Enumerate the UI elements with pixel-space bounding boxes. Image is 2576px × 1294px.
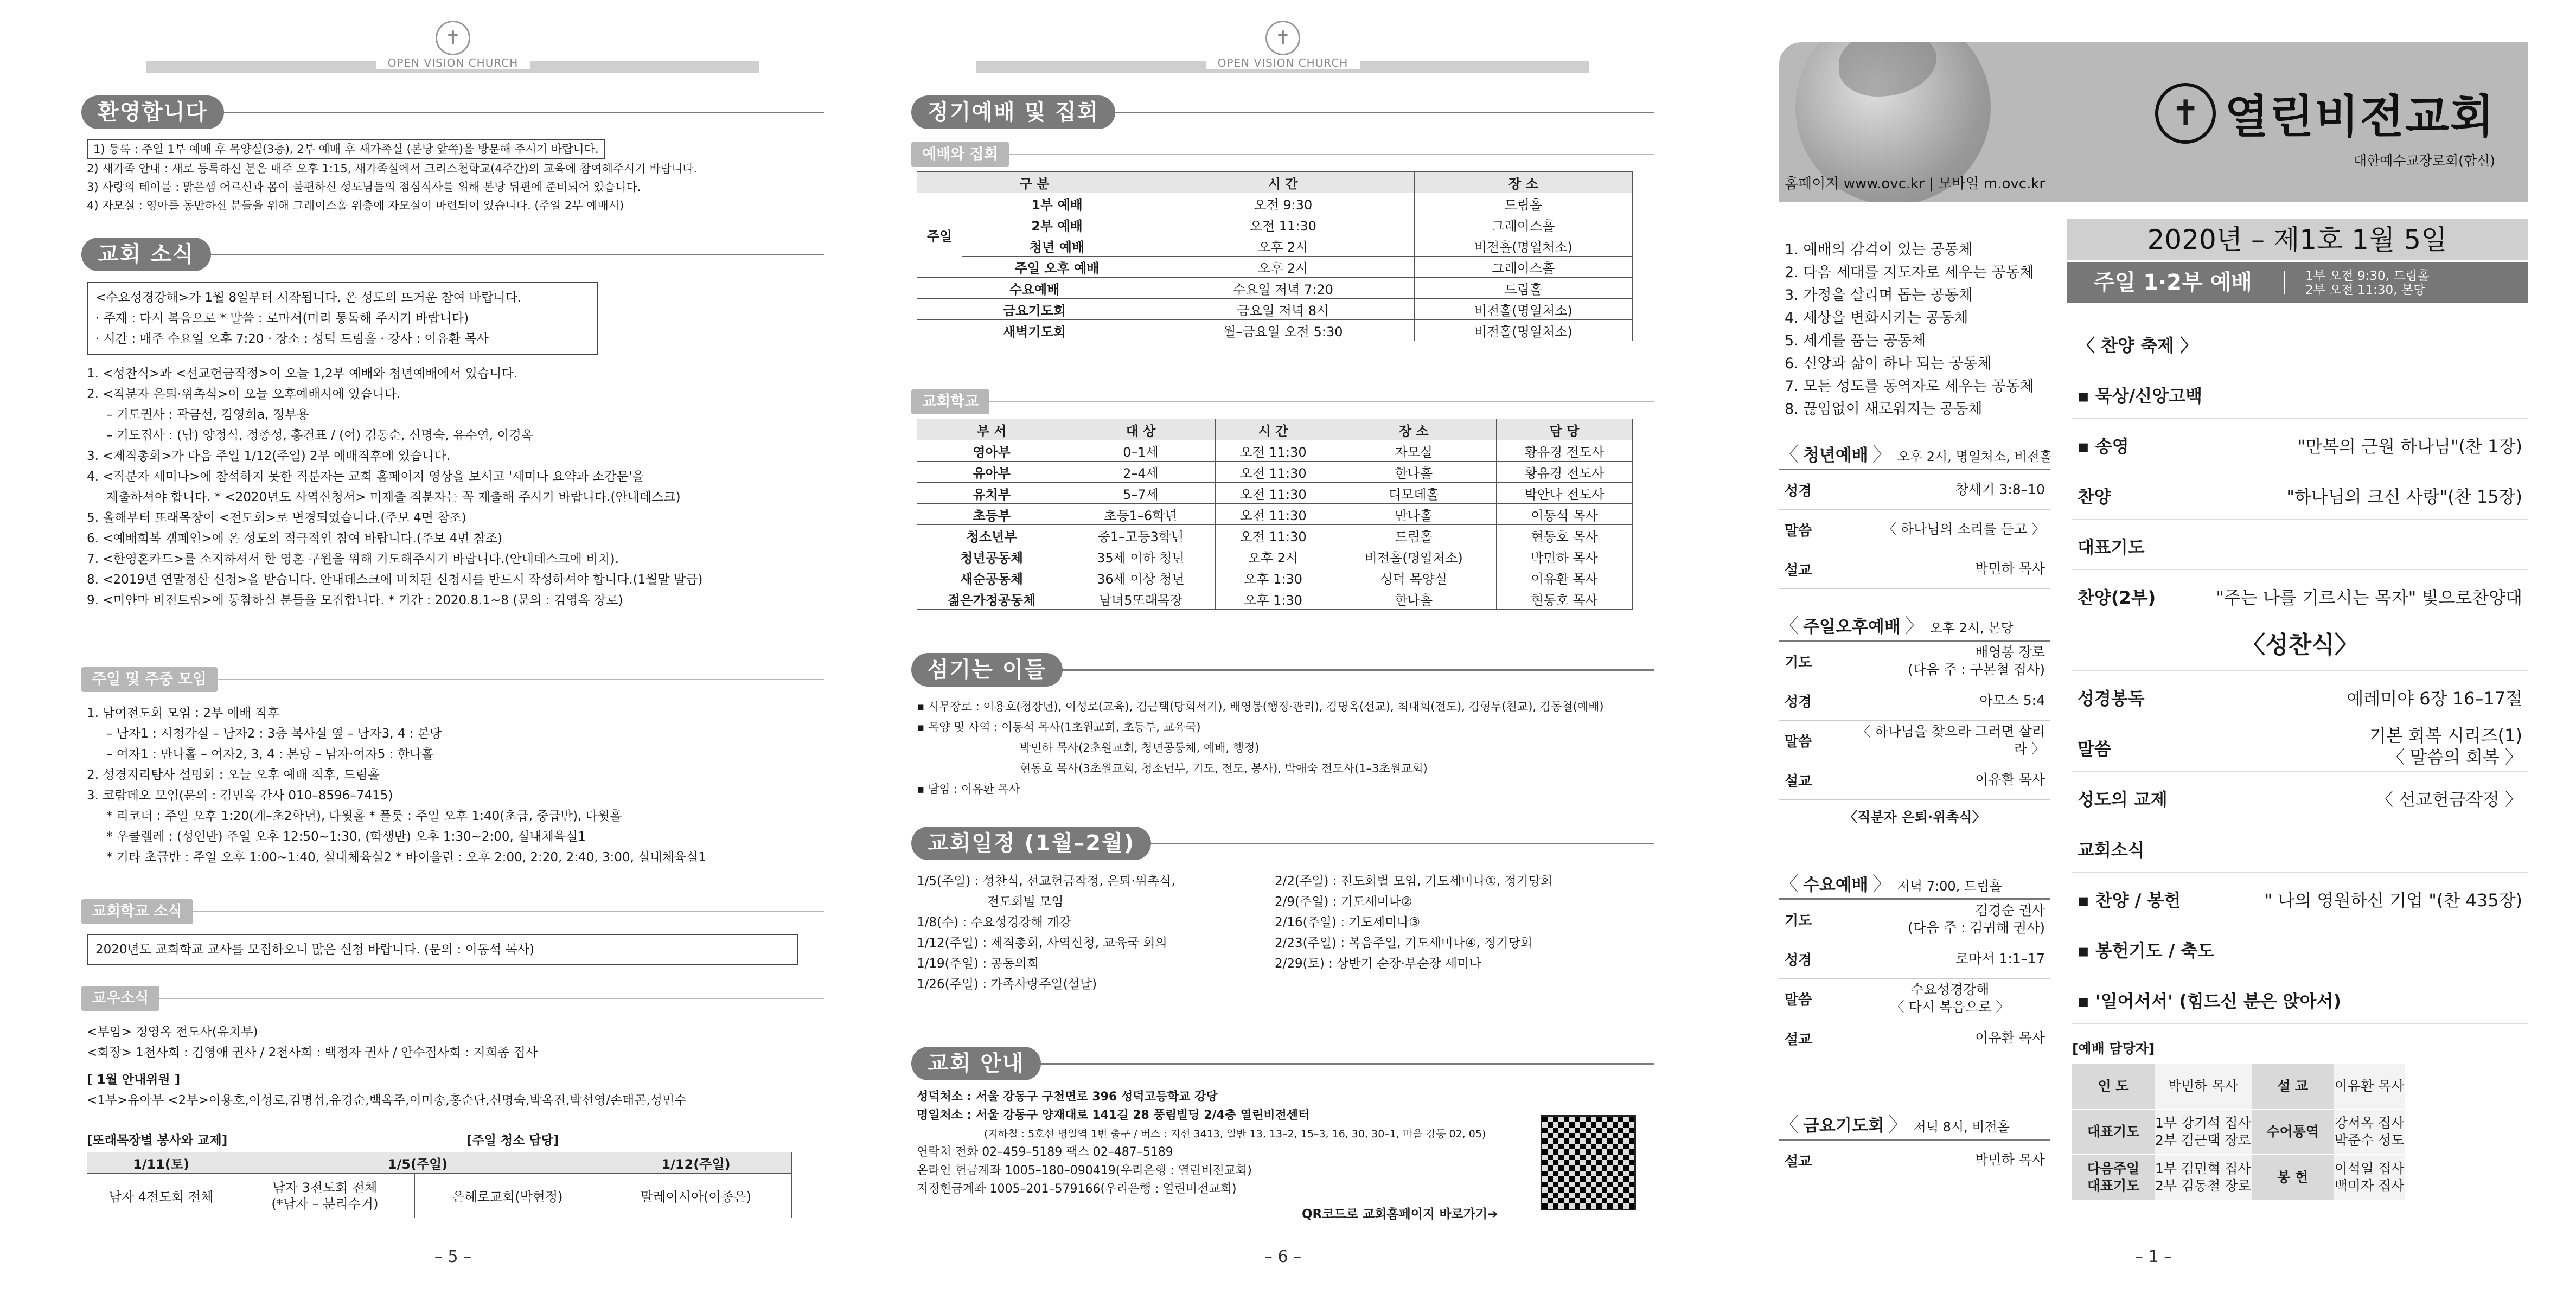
order-item: ▪ 묵상/신앙고백 — [2072, 368, 2528, 419]
worship-table: 구 분 시 간 장 소 주일 1부 예배 오전 9:30 드림홀 2부 예배 오전 11:30 그레이스홀 청년 예배 오후 2시 비전홀(명일처소) 주일 오후 예배 오후 2시 그레이스홀 수요예배 수요일 저녁 7:20 드림홀 금요기도회 금요일 저녁 8시 비전홀(명일처소) 새벽기도회 월–금요일 오전 5:30 비전홀(명일처소) — [917, 171, 1633, 341]
news-item: 1. <성찬식>과 <선교헌금작정>이 오늘 1,2부 예배와 청년예배에서 있습니다. — [87, 367, 517, 381]
duty-row: 대표기도 1부 강기석 집사 2부 김근택 장로 수어통역 강서옥 집사 박준수 성도 — [2072, 1109, 2405, 1155]
news-item: 4. <직분자 세미나>에 참석하지 못한 직분자는 교회 홈페이지 영상을 보시고 '세미나 요약과 소감문'을 — [87, 470, 644, 484]
worship-sub: 예배와 집회 — [911, 142, 1009, 167]
order-item: 성경봉독 예레미야 6장 16–17절 — [2072, 671, 2528, 721]
calendar-title: 교회일정 (1월–2월) — [911, 827, 1151, 860]
order-item: 대표기도 — [2072, 520, 2528, 570]
clean-title: [주일 청소 담당] — [466, 1133, 559, 1148]
church-name: 열린비전교회 — [2225, 90, 2495, 143]
order-item: ▪ 봉헌기도 / 축도 — [2072, 923, 2528, 973]
welcome-line: 2) 새가족 안내 : 새로 등록하신 분은 매주 오후 1:15, 새가족실에서 크리스천학교(4주간)의 교육에 참여해주시기 바랍니다. — [87, 162, 698, 175]
school-news-title: 교회학교 소식 — [81, 899, 193, 924]
page-number: – 6 – — [1264, 1247, 1302, 1266]
duty-table — [2072, 1064, 2405, 1201]
church-logo — [81, 21, 824, 55]
news-item: 3. <제직총회>가 다음 주일 1/12(주일) 2부 예배직후에 있습니다. — [87, 449, 450, 463]
welcome-line: 3) 사랑의 테이블 : 맑은샘 어르신과 몸이 불편하신 성도님들의 점심식사를 위해 본당 뒤편에 준비되어 있습니다. — [87, 181, 641, 194]
staff-news-list: <부임> 정영옥 전도사(유치부) <회장> 1천사회 : 김영애 권사 / 2천사회 : 백정자 권사 / 안수집사회 : 지희종 집사 [ 1월 안내위원 ] <1부>유아부 <2부>이용호,이성로,김명섭,유경순,백옥주,이미송,홍순단,신명숙,박옥진,박선영/손태곤,성민수 — [87, 1022, 824, 1111]
news-item: 7. <한영혼카드>를 소지하셔서 한 영혼 구원을 위해 기도해주시기 바랍니다.(안내데스크에 비치). — [87, 552, 619, 566]
school-row: 청소년부 중1–고등3학년 오전 11:30 드림홀 현동호 목사 — [917, 525, 1633, 546]
duty-title: [예배 담당자] — [2072, 1041, 2155, 1056]
school-sub: 교회학교 — [911, 389, 989, 414]
news-item: – 기도집사 : (남) 양정식, 정종성, 홍건표 / (여) 김동순, 신명숙, 유수연, 이경옥 — [106, 428, 534, 443]
order-item: 교회소식 — [2072, 822, 2528, 873]
school-news-box: 2020년도 교회학교 교사를 모집하오니 많은 신청 바랍니다. (문의 : 이동석 목사) — [87, 934, 798, 965]
order-of-worship — [2072, 318, 2528, 1024]
worship-row: 수요예배 수요일 저녁 7:20 드림홀 — [917, 278, 1633, 299]
school-row: 유아부 2–4세 오전 11:30 한나홀 황유경 전도사 — [917, 462, 1633, 483]
school-row: 유치부 5–7세 오전 11:30 디모데홀 박안나 전도사 — [917, 483, 1633, 504]
worship-row: 2부 예배 오전 11:30 그레이스홀 — [917, 214, 1633, 235]
school-table: 부 서 대 상 시 간 장 소 담 당 영아부 0–1세 오전 11:30 자모실 황유경 전도사 유아부 2–4세 오전 11:30 한나홀 황유경 전도사 유치부 5–7세 오전 11:30 디모데홀 박안나 전도사 초등부 초등1–6학년 오전 11:30 만나홀 이동석 목사 청소년부 중1–고등3학년 오전 11:30 드림홀 현동호 목사 청년공동체 35세 이하 청년 오후 2시 비전홀(명일처소) 박민하 목사 새순공동체 36세 이상 청년 오후 1:30 성덕 목양실 이유환 목사 젊은가정공동체 남녀5또래목장 오후 1:30 한나홀 현동호 목사 — [917, 419, 1633, 610]
afternoon-service: 〈 주일오후예배 〉 오후 2시, 본당 기도 배영봉 장로 (다음 주 : 구본철 집사) 성경 아모스 5:4 말씀 〈 하나님을 찾으라 그러면 살리라 〉 설교 이유환 목사 〈직분자 은퇴·위촉식〉 — [1779, 613, 2050, 832]
service-table: 1/11(토) 1/5(주일) 1/12(주일) 남자 4전도회 전체 남자 3전도회 전체 (*남자 – 분리수거) 은혜로교회(박현정) 말레이시아(이종은) — [87, 1152, 792, 1218]
order-item: 찬양 "하나님의 크신 사랑"(찬 15장) — [2072, 469, 2528, 520]
cover-banner — [1779, 42, 2528, 202]
church-logo — [911, 21, 1654, 55]
order-item: ▪ '일어서서' (힘드신 분은 앉아서) — [2072, 973, 2528, 1024]
school-row: 초등부 초등1–6학년 오전 11:30 만나홀 이동석 목사 — [917, 504, 1633, 525]
news-item: 9. <미얀마 비전트립>에 동참하실 분들을 모집합니다. * 기간 : 2020.8.1~8 (문의 : 김영옥 장로) — [87, 593, 623, 607]
news-item: – 기도권사 : 곽금선, 김영희a, 정부용 — [106, 408, 309, 422]
page-number: – 5 – — [434, 1247, 472, 1266]
duty-row: 인 도 박민하 목사 설 교 이유환 목사 — [2072, 1064, 2405, 1109]
youth-service: 〈 청년예배 〉 오후 2시, 명일처소, 비전홀 성경 창세기 3:8–10 말씀 〈 하나님의 소리를 듣고 〉 설교 박민하 목사 — [1779, 441, 2050, 589]
worship-title: 정기예배 및 집회 — [911, 95, 1115, 129]
appoint-title: [ 1월 안내위원 ] — [87, 1073, 181, 1087]
school-row: 새순공동체 36세 이상 청년 오후 1:30 성덕 목양실 이유환 목사 — [917, 567, 1633, 588]
service-title: [또래목장별 봉사와 교제] — [87, 1133, 228, 1148]
issue-date: 2020년 – 제1호 1월 5일 — [2067, 219, 2528, 260]
order-item: 말씀 기본 회복 시리즈(1) 〈 말씀의 회복 〉 — [2072, 721, 2528, 772]
worship-row: 청년 예배 오후 2시 비전홀(명일처소) — [917, 235, 1633, 257]
calendar-left: 1/5(주일) : 성찬식, 선교헌금작정, 은퇴·위촉식, 전도회별 모임 1/8(수) : 수요성경강해 개강 1/12(주일) : 제직총회, 사역신청, 교육국 회의 1/19(주일) : 공동의회 1/26(주일) : 가족사랑주일(설날) — [917, 874, 1175, 991]
news-item: 제출하셔야 합니다. * <2020년도 사역신청서> 미제출 직분자는 꼭 제출해 주시기 바랍니다.(안내데스크) — [106, 490, 681, 504]
news-box: <수요성경강해>가 1월 8일부터 시작됩니다. 온 성도의 뜨거운 참여 바랍니다. · 주제 : 다시 복음으로 * 말씀 : 로마서(미리 통독해 주시기 바랍니다) · 시간 : 매주 수요일 오후 7:20 · 장소 : 성덕 드림홀 · 강사 : 이유환 목사 — [87, 282, 598, 355]
staff-news-title: 교우소식 — [81, 986, 159, 1011]
worship-row: 주일 1부 예배 오전 9:30 드림홀 — [917, 193, 1633, 214]
school-row: 젊은가정공동체 남녀5또래목장 오후 1:30 한나홀 현동호 목사 — [917, 588, 1633, 610]
news-item: 8. <2019년 연말정산 신청>을 받습니다. 안내데스크에 비치된 신청서를 반드시 작성하셔야 합니다.(1월말 발급) — [87, 573, 703, 587]
welcome-line: 4) 자모실 : 영아를 동반하신 분들을 위해 그레이스홀 위층에 자모실이 마련되어 있습니다. (주일 2부 예배시) — [87, 199, 624, 212]
order-item: 〈 찬양 축제 〉 — [2072, 318, 2528, 368]
order-item: 찬양(2부) "주는 나를 기르시는 목자" 빛으로찬양대 — [2072, 570, 2528, 620]
info-title: 교회 안내 — [911, 1047, 1041, 1080]
church-en-name: OPEN VISION CHURCH — [1206, 56, 1360, 69]
order-item: ▪ 송영 "만복의 근원 하나님"(찬 1장) — [2072, 419, 2528, 469]
info-list: 성덕처소 : 서울 강동구 구천면로 396 성덕고등학교 강당 명일처소 : 서울 강동구 양재대로 141길 28 풍림빌딩 2/4층 열린비전센터 (지하철 : 5호선 명일역 1번 출구 / 버스 : 지선 3413, 일반 13, 13–2, 15–3, 16, 30, 30–1, 마을 강동 02, 05) 연락처 전화 02–459–5189 팩스 02–487–5189 온라인 헌금계좌 1005–180–090419(우리은행 : 열린비전교회) 지정헌금계좌 1005–201–579166(우리은행 : 열린비전교회) — [917, 1090, 1486, 1196]
page-number: – 1 – — [2134, 1247, 2172, 1266]
appoint-line: <1부>유아부 <2부>이용호,이성로,김명섭,유경순,백옥주,이미송,홍순단,신명숙,박옥진,박선영/손태곤,성민수 — [87, 1093, 687, 1107]
page-6 — [911, 0, 1654, 1294]
church-brand — [2155, 80, 2495, 170]
cross-heart-icon: ✝ — [436, 21, 470, 55]
church-en-name: OPEN VISION CHURCH — [376, 56, 530, 69]
order-item: 〈성찬식〉 — [2072, 620, 2528, 671]
duty-row: 다음주일 대표기도 1부 김민혁 집사 2부 김동철 장로 봉 헌 이석일 집사 백미자 집사 — [2072, 1155, 2405, 1200]
cross-heart-icon: ✝ — [2155, 83, 2216, 144]
wednesday-service: 〈 수요예배 〉 저녁 7:00, 드림홀 기도 김경순 권사 (다음 주 : 김귀해 권사) 성경 로마서 1:1–17 말씀 수요성경강해 〈 다시 복음으로 〉 설교 이유환 목사 — [1779, 871, 2050, 1058]
servant-title: 섬기는 이들 — [911, 653, 1063, 687]
news-item: 6. <예배회복 캠페인>에 온 성도의 적극적인 참여 바랍니다.(주보 4면 참조) — [87, 531, 503, 546]
cross-heart-icon: ✝ — [1265, 21, 1300, 55]
servant-list: ▪ 시무장로 : 이용호(청장년), 이성로(교육), 김근택(당회서기), 배영봉(행정·관리), 김명옥(선교), 최대희(전도), 김형두(친교), 김동철(예배) ▪ 목양 및 사역 : 이동석 목사(1초원교회, 초등부, 교육국) 박민하 목사(2초원교회, 청년공동체, 예배, 행정) 현동호 목사(3초원교회, 청소년부, 기도, 전도, 봉사), 박애숙 전도사(1–3초원교회) ▪ 담임 : 이유환 목사 — [917, 700, 1604, 796]
sunday-list: 1. 남여전도회 모임 : 2부 예배 직후 – 남자1 : 시청각실 – 남자2 : 3층 복사실 옆 – 남자3, 4 : 본당 – 여자1 : 만나홀 – 여자2, 3, 4 : 본당 – 남자·여자5 : 한나홀 2. 성경지리탐사 설명회 : 오늘 오후 예배 직후, 드림홀 3. 코람데오 모임(문의 : 김민욱 간사 010–8596–7415) * 리코더 : 주일 오후 1:20(게–초2학년), 다윗홀 * 플룻 : 주일 오후 1:40(초급, 중급반), 다윗홀 * 우쿨렐레 : (성인반) 주일 오후 12:50~1:30, (학생반) 오후 1:30~2:00, 실내체육실1 * 기타 초급반 : 주일 오후 1:00~1:40, 실내체육실2 * 바이올린 : 오후 2:00, 2:20, 2:40, 3:00, 실내체육실1 — [87, 706, 706, 864]
news-item: 5. 올해부터 또래목장이 <전도회>로 변경되었습니다.(주보 4면 참조) — [87, 511, 466, 525]
qr-link[interactable]: QR코드로 교회홈페이지 바로가기➔ — [1302, 1207, 1498, 1221]
main-service-bar: 주일 1·2부 예배 1부 오전 9:30, 드림홀 2부 오전 11:30, 본당 — [2067, 262, 2528, 303]
homepage-link[interactable]: 홈페이지 www.ovc.kr | 모바일 m.ovc.kr — [1785, 176, 2046, 192]
welcome-line: 1) 등록 : 주일 1부 예배 후 목양실(3층), 2부 예배 후 새가족실 (본당 앞쪽)을 방문해 주시기 바랍니다. — [87, 139, 605, 159]
sunday-title: 주일 및 주중 모임 — [81, 667, 218, 692]
worship-row: 새벽기도회 월–금요일 오전 5:30 비전홀(명일처소) — [917, 320, 1633, 341]
worship-row: 주일 오후 예배 오후 2시 그레이스홀 — [917, 257, 1633, 278]
page-5 — [81, 0, 824, 1294]
news-list — [87, 363, 824, 611]
school-row: 청년공동체 35세 이하 청년 오후 2시 비전홀(명일처소) 박민하 목사 — [917, 546, 1633, 567]
qr-code[interactable] — [1541, 1115, 1636, 1210]
vision-list: 1. 예배의 감격이 있는 공동체 2. 다음 세대를 지도자로 세우는 공동체 3. 가정을 살리며 돕는 공동체 4. 세상을 변화시키는 공동체 5. 세계를 품는 공동체 6. 신앙과 삶이 하나 되는 공동체 7. 모든 성도를 동역자로 세우는 공동체 8. 끊임없이 새로워지는 공동체 — [1785, 241, 2034, 418]
order-item: 성도의 교제 〈 선교헌금작정 〉 — [2072, 772, 2528, 822]
school-row: 영아부 0–1세 오전 11:30 자모실 황유경 전도사 — [917, 440, 1633, 462]
news-title: 교회 소식 — [81, 238, 211, 271]
news-item: 2. <직분자 은퇴·위촉식>이 오늘 오후예배시에 있습니다. — [87, 387, 401, 401]
friday-service: 〈 금요기도회 〉 저녁 8시, 비전홀 설교 박민하 목사 — [1779, 1112, 2050, 1180]
welcome-list — [87, 139, 824, 215]
denomination: 대한예수교장로회(합신) — [2353, 153, 2495, 169]
page-1 — [1779, 0, 2528, 1294]
calendar-right: 2/2(주일) : 전도회별 모임, 기도세미나①, 정기당회 2/9(주일) : 기도세미나② 2/16(주일) : 기도세미나③ 2/23(주일) : 복음주일, 기도세미나④, 정기당회 2/29(토) : 상반기 순장·부순장 세미나 — [1275, 874, 1553, 971]
worship-row: 금요기도회 금요일 저녁 8시 비전홀(명일처소) — [917, 299, 1633, 320]
order-item: ▪ 찬양 / 봉헌 " 나의 영원하신 기업 "(찬 435장) — [2072, 873, 2528, 923]
welcome-title: 환영합니다 — [81, 95, 224, 129]
